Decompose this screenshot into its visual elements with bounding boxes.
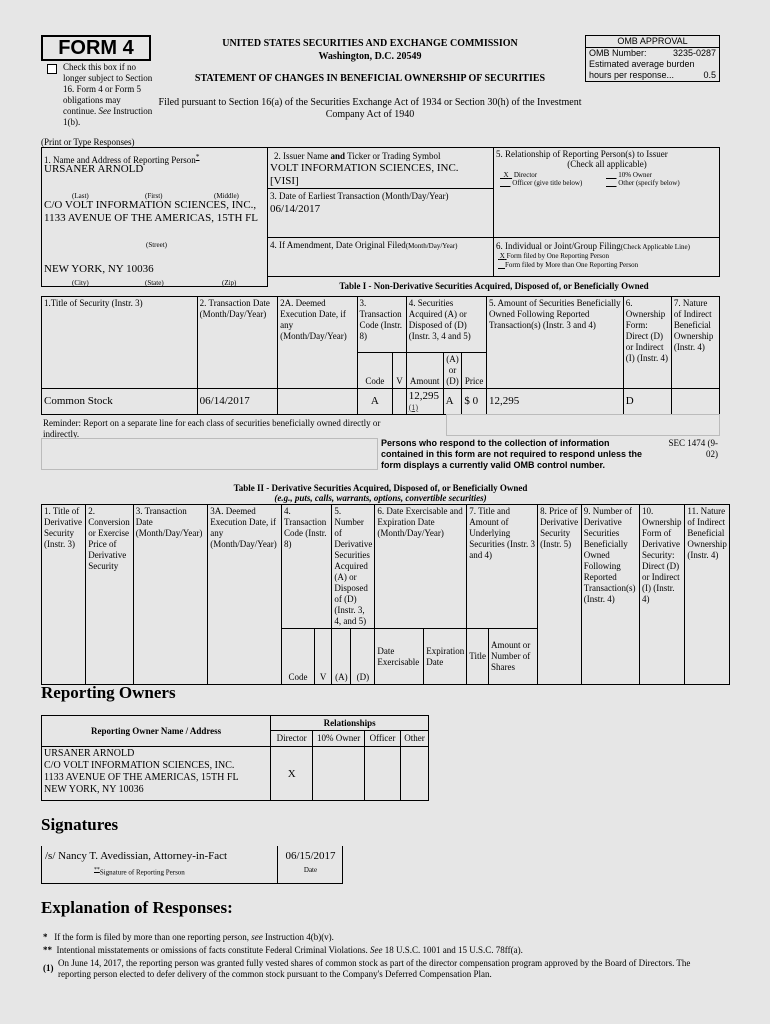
reporting-person-name: URSANER ARNOLD	[44, 163, 144, 175]
t1-nature	[671, 389, 719, 415]
t1-price: $ 0	[462, 389, 487, 415]
relationship-ten-pct: 10% Owner	[618, 171, 652, 179]
t2-h3a: 3A. Deemed Execution Date, if any (Month/Day/Year)	[208, 505, 282, 685]
signature-date: 06/15/2017	[285, 850, 336, 862]
t1-security: Common Stock	[42, 389, 198, 415]
earliest-date-label: 3. Date of Earliest Transaction (Month/Day/Year)	[270, 191, 449, 201]
t1-sub-aord: (A) or (D)	[443, 353, 462, 389]
label-zip: (Zip)	[222, 279, 237, 287]
ro-col-other: Other	[400, 731, 428, 747]
t2-h1: 1. Title of Derivative Security (Instr. 3)	[42, 505, 86, 685]
explanation-heading: Explanation of Responses:	[41, 898, 233, 917]
label-first: (First)	[145, 192, 163, 200]
t2-h10: 10. Ownership Form of Derivative Security: Direct (D) or Indirect (I) (Instr. 4)	[639, 505, 684, 685]
t1-h2a: 2A. Deemed Execution Date, if any (Month/Day/Year)	[278, 297, 357, 389]
t2-sub-d: (D)	[351, 629, 375, 685]
signature-value: /s/ Nancy T. Avedissian, Attorney-in-Fact	[45, 850, 228, 862]
form-title: FORM 4	[58, 37, 134, 59]
sec-number: SEC 1474 (9-02)	[668, 438, 718, 459]
ro-col-director: Director	[271, 731, 313, 747]
t1-form: D	[623, 389, 671, 415]
reporting-person-city-state-zip: NEW YORK, NY 10036	[44, 263, 154, 275]
form-title-box	[41, 35, 151, 61]
filing-more: Form filed by More than One Reporting Person	[505, 261, 639, 269]
label-street: (Street)	[146, 241, 167, 249]
ro-owner-line3: 1133 AVENUE OF THE AMERICAS, 15TH FL	[44, 772, 239, 783]
t1-amount-cell	[406, 389, 443, 415]
omb-number-label: OMB Number:	[589, 48, 647, 58]
omb-burden-label: Estimated average burden	[589, 59, 695, 69]
t2-h6: 6. Date Exercisable and Expiration Date (Month/Day/Year)	[375, 505, 467, 629]
t1-sub-price: Price	[462, 353, 487, 389]
t2-sub-v: V	[315, 629, 332, 685]
table2	[41, 504, 730, 685]
t1-sub-v: V	[393, 353, 407, 389]
label-state: (State)	[145, 279, 164, 287]
t1-sub-code: Code	[357, 353, 393, 389]
table2-subtitle: (e.g., puts, calls, warrants, options, convertible securities)	[274, 493, 487, 503]
t1-h3: 3. Transaction Code (Instr. 8)	[357, 297, 406, 353]
relationship-label: 5. Relationship of Reporting Person(s) to Issuer	[496, 149, 668, 159]
t2-sub-code: Code	[282, 629, 315, 685]
ro-col-relationships: Relationships	[271, 716, 429, 731]
signature-label: **Signature of Reporting Person	[94, 867, 185, 877]
earliest-date-value: 06/14/2017	[270, 203, 321, 215]
ro-col-name: Reporting Owner Name / Address	[42, 716, 271, 747]
checkbox-text: Check this box if no longer subject to Section 16. Form 4 or Form 5 obligations may continue. See Instruction 1(b).	[63, 62, 153, 127]
t2-h3: 3. Transaction Date (Month/Day/Year)	[133, 505, 207, 685]
explanation-double-star: ** Intentional misstatements or omissions of facts constitute Federal Criminal Violations. See 18 U.S.C. 1001 and 15 U.S.C. 78ff(a).	[43, 945, 523, 955]
t1-h4: 4. Securities Acquired (A) or Disposed of (D) (Instr. 3, 4 and 5)	[406, 297, 486, 353]
t1-h5: 5. Amount of Securities Beneficially Owned Following Reported Transaction(s) (Instr. 3 and 4)	[486, 297, 623, 389]
issuer-name: VOLT INFORMATION SCIENCES, INC.	[270, 162, 459, 174]
t2-h4: 4. Transaction Code (Instr. 8)	[282, 505, 332, 629]
reporting-owners-heading: Reporting Owners	[41, 683, 176, 702]
signature-date-label: Date	[303, 866, 318, 874]
t2-h9: 9. Number of Derivative Securities Beneficially Owned Following Reported Transaction(s) (Instr. 4)	[581, 505, 639, 685]
t1-code: A	[357, 389, 393, 415]
signatures-heading: Signatures	[41, 815, 119, 834]
omb-hours-label: hours per response...	[589, 70, 675, 80]
t1-h1: 1.Title of Security (Instr. 3)	[42, 297, 198, 389]
table1-title: Table I - Non-Derivative Securities Acquired, Disposed of, or Beneficially Owned	[339, 281, 649, 291]
label-city: (City)	[72, 279, 89, 287]
reporting-person-address: C/O VOLT INFORMATION SCIENCES, INC., 1133 AVENUE OF THE AMERICAS, 15TH FL	[44, 199, 259, 224]
t1-aord: A	[443, 389, 462, 415]
ro-other-cell	[400, 747, 428, 801]
ro-director-mark: X	[271, 747, 313, 801]
amendment-label: 4. If Amendment, Date Original Filed(Month/Day/Year)	[270, 240, 458, 250]
ro-owner-line4: NEW YORK, NY 10036	[44, 784, 144, 795]
t2-h8: 8. Price of Derivative Security (Instr. 5)	[538, 505, 582, 685]
t2-h7: 7. Title and Amount of Underlying Securities (Instr. 3 and 4)	[467, 505, 538, 629]
filing-one: X Form filed by One Reporting Person	[499, 252, 610, 260]
t2-h11: 11. Nature of Indirect Beneficial Ownership (Instr. 4)	[685, 505, 730, 685]
t2-h5: 5. Number of Derivative Securities Acquired (A) or Disposed of (D) (Instr. 3, 4, and 5)	[332, 505, 375, 629]
issuer-label: 2. Issuer Name and Ticker or Trading Symbol	[274, 151, 441, 161]
relationship-check: (Check all applicable)	[567, 159, 647, 169]
print-type-note: (Print or Type Responses)	[41, 137, 135, 147]
ro-owner-line1: URSANER ARNOLD	[44, 748, 135, 759]
omb-number-value: 3235-0287	[672, 48, 716, 58]
t2-sub-amount: Amount or Number of Shares	[488, 629, 537, 685]
table2-title: Table II - Derivative Securities Acquired, Disposed of, or Beneficially Owned	[233, 483, 528, 493]
reporting-person-label: 1. Name and Address of Reporting Person*	[44, 152, 200, 165]
explanation-star: * If the form is filed by more than one reporting person, see Instruction 4(b)(v).	[43, 932, 334, 942]
ro-officer-cell	[365, 747, 401, 801]
footnote-1-text: On June 14, 2017, the reporting person was granted fully vested shares of common stock as part of the director compensation program approved by the Board of Directors. The reporting person elected to defer delivery of the common stock pursuant to the Company's Deferred Compensation Plan.	[58, 958, 691, 979]
persons-notice: Persons who respond to the collection of information contained in this form are not required to respond unless the form displays a currently valid OMB control number.	[381, 438, 643, 470]
no-longer-subject-checkbox[interactable]	[47, 64, 57, 74]
ro-col-officer: Officer	[365, 731, 401, 747]
t2-sub-a: (A)	[332, 629, 351, 685]
ro-owner-cell	[42, 747, 271, 801]
persons-blank-box	[41, 438, 378, 470]
t1-deemed	[278, 389, 357, 415]
t1-owned: 12,295	[486, 389, 623, 415]
filing-label: 6. Individual or Joint/Group Filing(Check Applicable Line)	[496, 241, 690, 251]
label-last: (Last)	[72, 192, 89, 200]
relationship-officer: Officer (give title below)	[512, 179, 583, 187]
agency-city: Washington, D.C. 20549	[318, 51, 422, 62]
agency-name: UNITED STATES SECURITIES AND EXCHANGE COMMISSION	[222, 38, 518, 49]
table1	[41, 296, 720, 415]
label-middle: (Middle)	[214, 192, 239, 200]
ro-col-ten: 10% Owner	[313, 731, 365, 747]
omb-approval-box	[585, 35, 720, 82]
omb-title: OMB APPROVAL	[586, 36, 719, 48]
filed-pursuant: Filed pursuant to Section 16(a) of the Securities Exchange Act of 1934 or Section 30(h) of the Investment Company Act of 1940	[158, 97, 582, 120]
t1-h7: 7. Nature of Indirect Beneficial Ownership (Instr. 4)	[671, 297, 719, 389]
issuer-ticker: [VISI]	[270, 175, 299, 187]
ro-row	[42, 747, 429, 801]
reporting-owners-table	[41, 715, 429, 801]
t1-h2: 2. Transaction Date (Month/Day/Year)	[197, 297, 277, 389]
t1-sub-amount: Amount	[406, 353, 443, 389]
t1-v	[393, 389, 407, 415]
t2-sub-expiration: Expiration Date	[424, 629, 467, 685]
reminder-blank-box	[446, 414, 720, 436]
t2-sub-title: Title	[467, 629, 489, 685]
t1-amount: 12,295	[408, 389, 440, 402]
ro-owner-line2: C/O VOLT INFORMATION SCIENCES, INC.	[44, 760, 235, 771]
reminder-text: Reminder: Report on a separate line for each class of securities beneficially owned directly or indirectly.	[43, 418, 381, 439]
footnote-1-label: (1)	[43, 963, 54, 973]
t2-h2: 2. Conversion or Exercise Price of Derivative Security	[86, 505, 133, 685]
t2-sub-exercisable: Date Exercisable	[375, 629, 424, 685]
t1-date: 06/14/2017	[197, 389, 277, 415]
statement-title: STATEMENT OF CHANGES IN BENEFICIAL OWNERSHIP OF SECURITIES	[194, 73, 546, 84]
table1-row	[42, 389, 720, 415]
relationship-other: Other (specify below)	[618, 179, 680, 187]
omb-hours-value: 0.5	[703, 70, 716, 80]
ro-ten-cell	[313, 747, 365, 801]
t1-footnote-link[interactable]: (1)	[408, 402, 419, 412]
t1-h6: 6. Ownership Form: Direct (D) or Indirect (I) (Instr. 4)	[623, 297, 671, 389]
relationship-director: X Director	[503, 171, 538, 179]
